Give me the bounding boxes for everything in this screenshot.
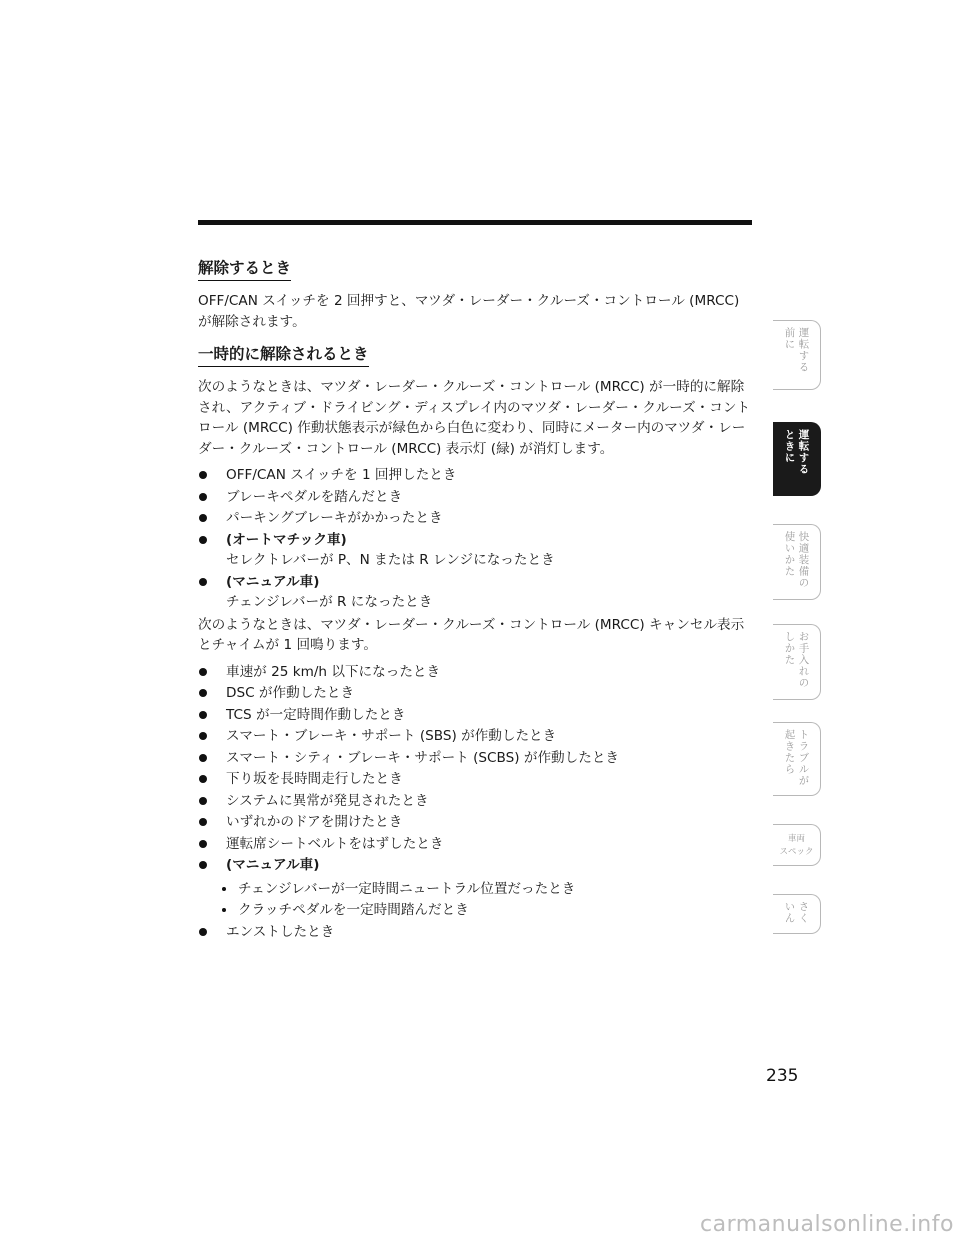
bullet-item — [198, 530, 754, 571]
bullet-list-2 — [198, 662, 754, 943]
bullet-dot-icon — [199, 928, 207, 936]
chapter-tab[interactable] — [773, 894, 821, 934]
chapter-tab-label: 快適装備の — [797, 531, 810, 589]
bullet-text: DSC が作動したとき — [226, 685, 355, 701]
page-number: 235 — [766, 1066, 799, 1086]
bullet-dot-icon — [199, 797, 207, 805]
bullet-dot-icon — [199, 732, 207, 740]
bullet-text: いずれかのドアを開けたとき — [226, 814, 403, 830]
bullet-item — [198, 791, 754, 812]
bullet-dot-icon — [199, 775, 207, 783]
page-content — [198, 258, 754, 944]
bullet-item — [198, 508, 754, 529]
chapter-tab-label: 使いかた — [783, 531, 796, 577]
bullet-dot-icon — [199, 861, 207, 869]
chapter-tab[interactable] — [773, 422, 821, 496]
bullet-text: エンストしたとき — [226, 923, 335, 940]
chapter-tab-label: 車両 — [787, 833, 805, 844]
bullet-dot-icon — [199, 514, 207, 522]
bullet-item — [198, 855, 754, 921]
chapter-tab-label: さく — [797, 901, 810, 924]
bullet-item — [198, 834, 754, 855]
bullet-text: スマート・シティ・ブレーキ・サポート (SCBS) が作動したとき — [226, 749, 620, 766]
bullet-text: 下り坂を長時間走行したとき — [226, 771, 403, 787]
section-heading: 解除するとき — [198, 258, 291, 281]
bullet-text: セレクトレバーが P、N または R レンジになったとき — [226, 552, 555, 568]
bullet-text: 運転席シートベルトをはずしたとき — [226, 835, 444, 852]
section-intro: 次のようなときは、マツダ・レーダー・クルーズ・コントロール (MRCC) が一時的に解除され、アクティブ・ドライビング・ディスプレイ内のマツダ・レーダー・クルーズ・コントロール (MRCC) 作動状態表示が緑色から白色に変わり、同時にメーター内のマツダ・レーダー・クルーズ・コントロール (MRCC) 表示灯 (緑) が消灯します。 — [198, 379, 751, 457]
bullet-text: パーキングブレーキがかかったとき — [226, 510, 443, 526]
bullet-dot-icon — [199, 840, 207, 848]
bullet-text: OFF/CAN スイッチを 1 回押したとき — [226, 467, 457, 483]
sub-bullet-item — [218, 900, 754, 921]
bullet-item — [198, 572, 754, 613]
chapter-tab-label: スペック — [779, 846, 814, 857]
bullet-dot-icon — [199, 578, 207, 586]
chapter-tab[interactable] — [773, 722, 821, 796]
chapter-tab[interactable] — [773, 824, 821, 866]
sub-bullet-text: チェンジレバーが一定時間ニュートラル位置だったとき — [238, 880, 576, 897]
chapter-tab-label: 運転する — [797, 429, 810, 475]
chapter-tab-label: いん — [783, 901, 796, 924]
bullet-item — [198, 769, 754, 790]
sub-bullet-dot-icon — [222, 887, 226, 891]
bullet-title: (マニュアル車) — [226, 573, 320, 590]
bullet-dot-icon — [199, 711, 207, 719]
top-rule — [198, 220, 752, 225]
bullet-dot-icon — [199, 689, 207, 697]
bullet-text: ブレーキペダルを踏んだとき — [226, 488, 403, 505]
chapter-tab-label: 前に — [783, 327, 796, 350]
bullet-item — [198, 812, 754, 833]
chapter-tab-label: 起きたら — [783, 729, 796, 775]
bullet-dot-icon — [199, 493, 207, 501]
bullet-item — [198, 487, 754, 508]
bullet-item — [198, 748, 754, 769]
chapter-tab[interactable] — [773, 624, 821, 700]
section-mid-paragraph: 次のようなときは、マツダ・レーダー・クルーズ・コントロール (MRCC) キャンセル表示とチャイムが 1 回鳴ります。 — [198, 616, 745, 653]
chapter-tab-label: しかた — [783, 631, 796, 666]
bullet-item — [198, 726, 754, 747]
bullet-text: チェンジレバーが R になったとき — [226, 594, 433, 610]
sub-bullet-text: クラッチペダルを一定時間踏んだとき — [238, 902, 469, 918]
bullet-dot-icon — [199, 536, 207, 544]
chapter-tab[interactable] — [773, 524, 821, 600]
chapter-tab-label: トラブルが — [797, 729, 810, 787]
section-heading: 一時的に解除されるとき — [198, 344, 369, 367]
bullet-text: 車速が 25 km/h 以下になったとき — [226, 663, 441, 680]
bullet-item — [198, 922, 754, 943]
bullet-dot-icon — [199, 668, 207, 676]
chapter-tab[interactable] — [773, 320, 821, 390]
chapter-tab-label: ときに — [783, 429, 796, 464]
bullet-title: (マニュアル車) — [226, 857, 320, 873]
sub-bullet-dot-icon — [222, 908, 226, 912]
bullet-text: スマート・ブレーキ・サポート (SBS) が作動したとき — [226, 728, 557, 744]
sub-bullet-item — [218, 879, 754, 900]
bullet-title: (オートマチック車) — [226, 531, 347, 548]
bullet-item — [198, 705, 754, 726]
bullet-dot-icon — [199, 471, 207, 479]
bullet-item — [198, 465, 754, 486]
bullet-dot-icon — [199, 754, 207, 762]
bullet-text: システムに異常が発見されたとき — [226, 792, 429, 809]
bullet-list-1 — [198, 465, 754, 613]
section-release — [198, 258, 754, 332]
bullet-dot-icon — [199, 818, 207, 826]
sub-bullet-list — [218, 879, 754, 921]
chapter-tab-label: お手入れの — [797, 631, 810, 689]
chapter-tab-label: 運転する — [797, 327, 810, 373]
bullet-text: TCS が一定時間作動したとき — [226, 706, 406, 723]
watermark: carmanualsonline.info — [700, 1212, 954, 1237]
section-paragraph: OFF/CAN スイッチを 2 回押すと、マツダ・レーダー・クルーズ・コントロール (MRCC) が解除されます。 — [198, 293, 740, 330]
bullet-item — [198, 683, 754, 704]
section-temporary-release — [198, 344, 754, 942]
bullet-item — [198, 662, 754, 683]
